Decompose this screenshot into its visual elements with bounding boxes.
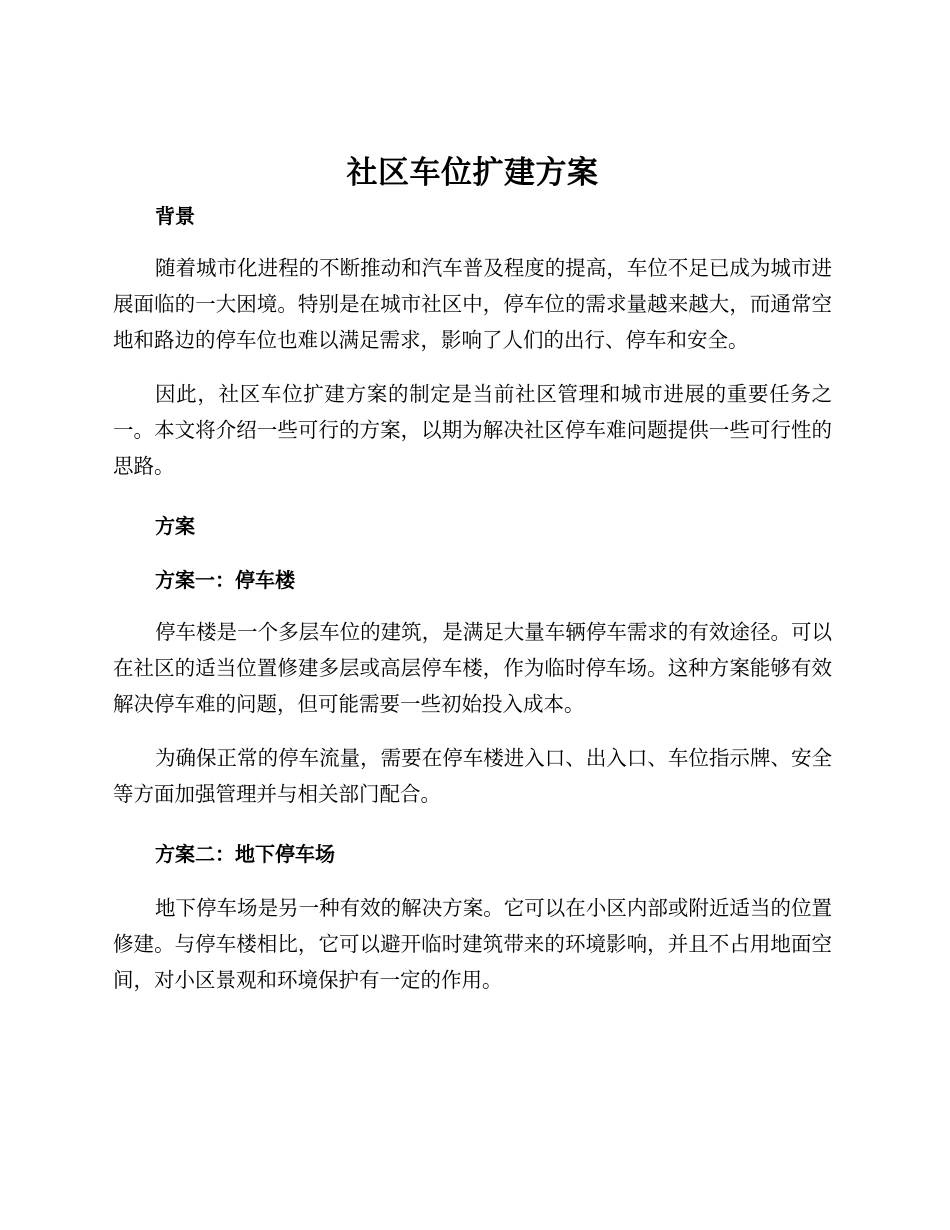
section-heading-background: 背景 [155, 204, 195, 228]
plan-1-paragraph-2: 为确保正常的停车流量，需要在停车楼进入口、出入口、车位指示牌、安全等方面加强管理并与相关部门配合。 [113, 746, 832, 806]
plan-1-paragraph-1: 停车楼是一个多层车位的建筑，是满足大量车辆停车需求的有效途径。可以在社区的适当位置修建多层或高层停车楼，作为临时停车场。这种方案能够有效解决停车难的问题，但可能需要一些初始投入成本。 [113, 620, 832, 716]
section-heading-plan: 方案 [155, 514, 195, 538]
subsection-heading-plan-1: 方案一：停车楼 [155, 568, 295, 592]
document-title: 社区车位扩建方案 [346, 155, 599, 191]
plan-2-paragraph-1: 地下停车场是另一种有效的解决方案。它可以在小区内部或附近适当的位置修建。与停车楼相比，它可以避开临时建筑带来的环境影响，并且不占用地面空间，对小区景观和环境保护有一定的作用。 [113, 896, 832, 992]
background-paragraph-1: 随着城市化进程的不断推动和汽车普及程度的提高，车位不足已成为城市进展面临的一大困境。特别是在城市社区中，停车位的需求量越来越大，而通常空地和路边的停车位也难以满足需求，影响了人们的出行、停车和安全。 [113, 256, 832, 352]
subsection-heading-plan-2: 方案二：地下停车场 [155, 842, 335, 866]
background-paragraph-2: 因此，社区车位扩建方案的制定是当前社区管理和城市进展的重要任务之一。本文将介绍一些可行的方案，以期为解决社区停车难问题提供一些可行性的思路。 [113, 382, 832, 478]
